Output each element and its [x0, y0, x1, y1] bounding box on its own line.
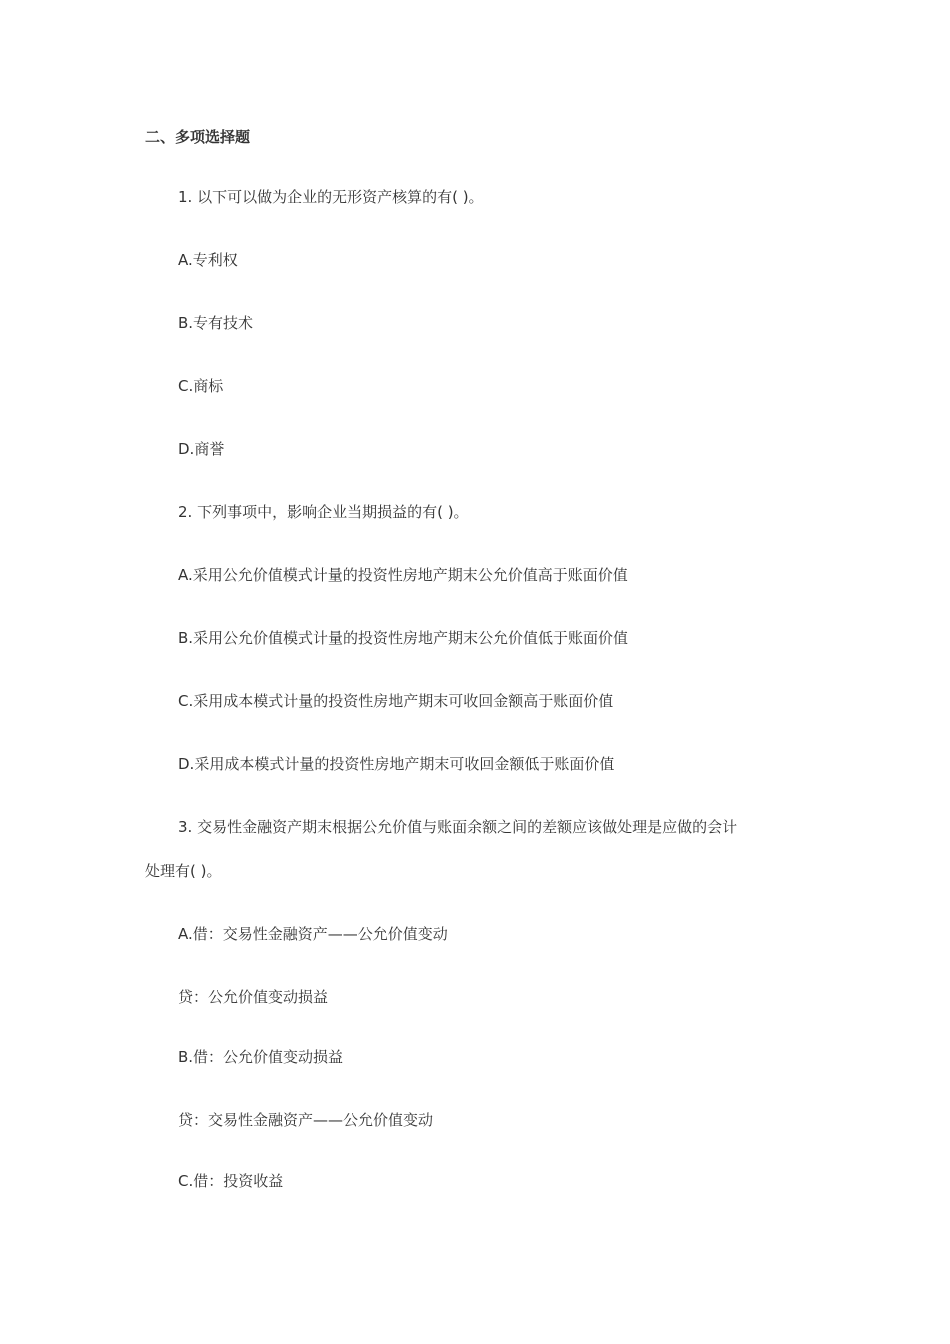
question-3-option-a-debit: A.借：交易性金融资产——公允价值变动 [178, 925, 448, 943]
question-1-stem: 1. 以下可以做为企业的无形资产核算的有( )。 [178, 188, 484, 206]
question-2-option-b: B.采用公允价值模式计量的投资性房地产期末公允价值低于账面价值 [178, 629, 629, 647]
question-2-option-d: D.采用成本模式计量的投资性房地产期末可收回金额低于账面价值 [178, 755, 615, 773]
question-2-stem: 2. 下列事项中，影响企业当期损益的有( )。 [178, 503, 469, 521]
question-3-stem-line-1: 3. 交易性金融资产期末根据公允价值与账面余额之间的差额应该做处理是应做的会计 [178, 818, 738, 836]
question-3-option-c-debit: C.借：投资收益 [178, 1172, 284, 1190]
question-3-option-a-credit: 贷：公允价值变动损益 [178, 988, 329, 1006]
section-title: 二、多项选择题 [145, 128, 251, 146]
question-1-option-d: D.商誉 [178, 440, 225, 458]
question-1-option-b: B.专有技术 [178, 314, 254, 332]
question-1-option-c: C.商标 [178, 377, 224, 395]
question-3-option-b-credit: 贷：交易性金融资产——公允价值变动 [178, 1111, 434, 1129]
question-2-option-c: C.采用成本模式计量的投资性房地产期末可收回金额高于账面价值 [178, 692, 614, 710]
question-3-option-b-debit: B.借：公允价值变动损益 [178, 1048, 344, 1066]
question-3-stem-line-2: 处理有( )。 [145, 862, 222, 880]
question-1-option-a: A.专利权 [178, 251, 238, 269]
question-2-option-a: A.采用公允价值模式计量的投资性房地产期末公允价值高于账面价值 [178, 566, 628, 584]
